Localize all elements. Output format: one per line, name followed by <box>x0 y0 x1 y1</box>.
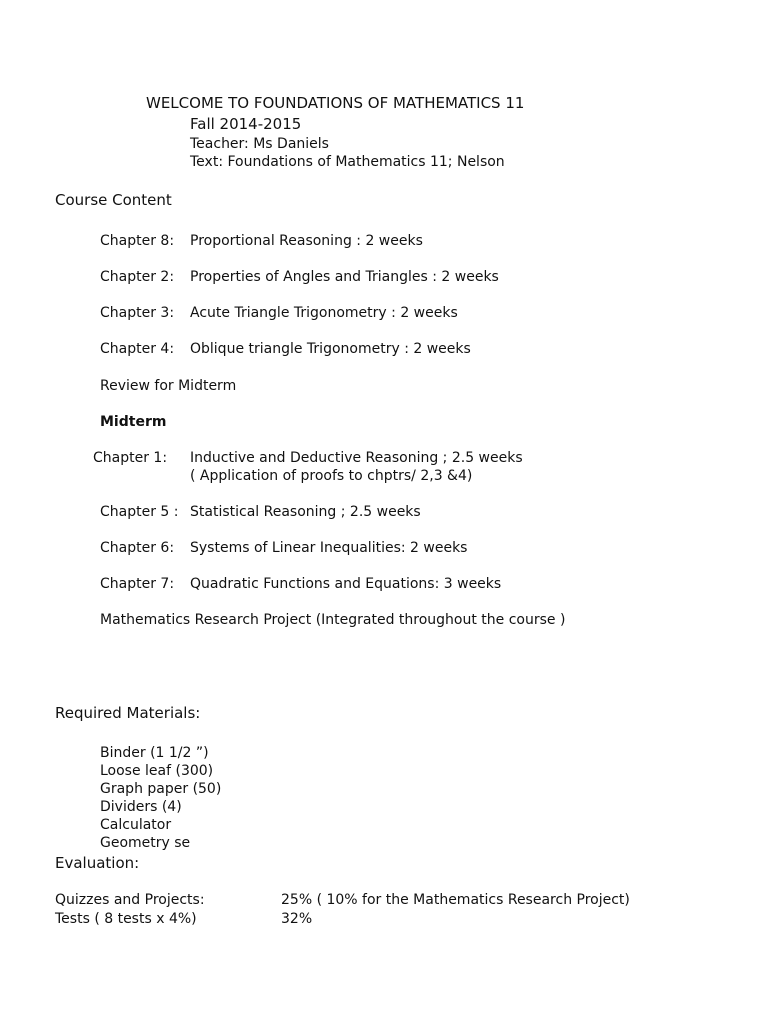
chapter-label: Chapter 4: <box>100 341 175 357</box>
review-line: Review for Midterm <box>100 378 237 394</box>
chapter-label: Chapter 7: <box>100 576 175 592</box>
course-content-heading: Course Content <box>55 191 172 209</box>
chapter-label: Chapter 5 : <box>100 504 179 520</box>
document-title: WELCOME TO FOUNDATIONS OF MATHEMATICS 11 <box>146 94 525 112</box>
term-label: Fall 2014-2015 <box>190 115 302 133</box>
chapter-label: Chapter 1: <box>93 450 168 466</box>
evaluation-label: Tests ( 8 tests x 4%) <box>55 911 197 927</box>
material-item: Geometry se <box>100 835 191 851</box>
research-project-line: Mathematics Research Project (Integrated throughout the course ) <box>100 612 566 628</box>
evaluation-heading: Evaluation: <box>55 854 140 872</box>
teacher-line: Teacher: Ms Daniels <box>190 136 329 152</box>
material-item: Calculator <box>100 817 172 833</box>
evaluation-value: 25% ( 10% for the Mathematics Research Project) <box>281 892 630 908</box>
textbook-line: Text: Foundations of Mathematics 11; Nelson <box>190 154 505 170</box>
material-item: Dividers (4) <box>100 799 182 815</box>
chapter-description: Quadratic Functions and Equations: 3 weeks <box>190 576 502 592</box>
materials-heading: Required Materials: <box>55 704 201 722</box>
chapter-description: Properties of Angles and Triangles : 2 weeks <box>190 269 499 285</box>
material-item: Graph paper (50) <box>100 781 222 797</box>
chapter-note: ( Application of proofs to chptrs/ 2,3 &4) <box>190 468 473 484</box>
material-item: Loose leaf (300) <box>100 763 214 779</box>
chapter-description: Oblique triangle Trigonometry : 2 weeks <box>190 341 471 357</box>
chapter-description: Acute Triangle Trigonometry : 2 weeks <box>190 305 458 321</box>
chapter-label: Chapter 6: <box>100 540 175 556</box>
chapter-label: Chapter 8: <box>100 233 175 249</box>
midterm-line: Midterm <box>100 414 167 430</box>
chapter-description: Proportional Reasoning : 2 weeks <box>190 233 423 249</box>
chapter-label: Chapter 2: <box>100 269 175 285</box>
material-item: Binder (1 1/2 ”) <box>100 745 209 761</box>
chapter-label: Chapter 3: <box>100 305 175 321</box>
chapter-description: Inductive and Deductive Reasoning ; 2.5 weeks <box>190 450 523 466</box>
evaluation-label: Quizzes and Projects: <box>55 892 205 908</box>
evaluation-value: 32% <box>281 911 313 927</box>
chapter-description: Statistical Reasoning ; 2.5 weeks <box>190 504 421 520</box>
chapter-description: Systems of Linear Inequalities: 2 weeks <box>190 540 468 556</box>
